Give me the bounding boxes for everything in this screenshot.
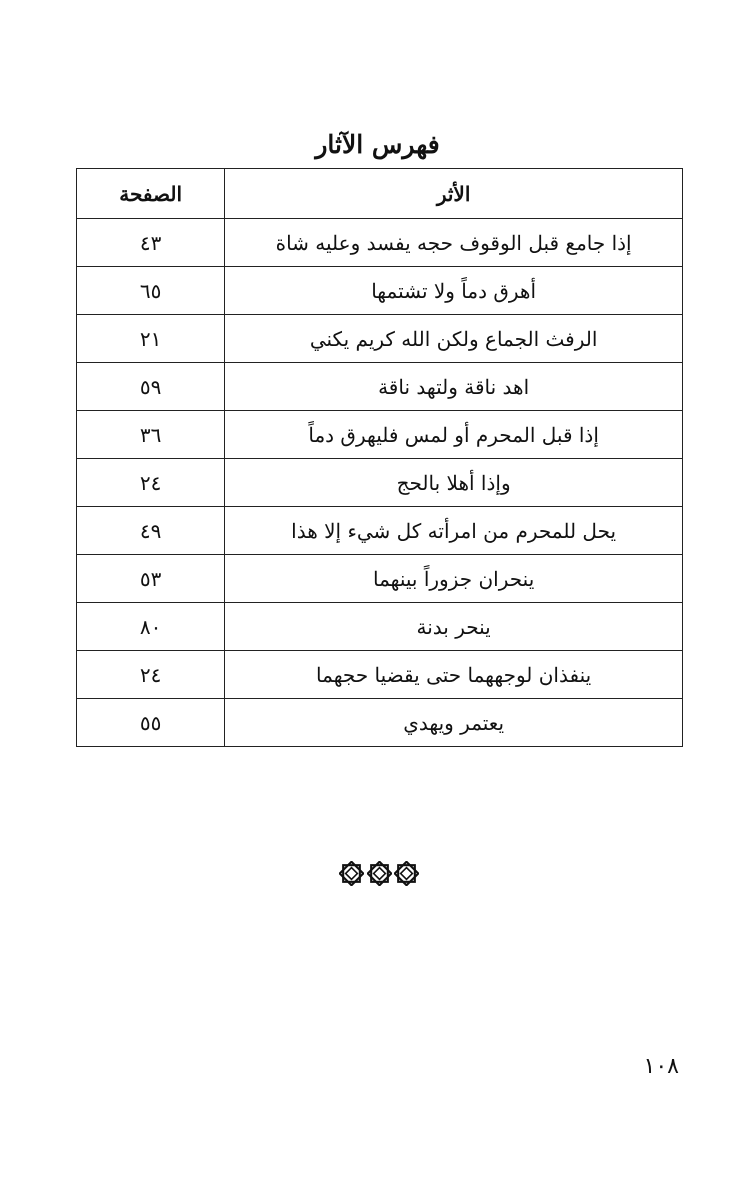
athar-index-table [76,168,683,747]
page-ref: ٥٥ [77,699,225,747]
page-ref: ٣٦ [77,411,225,459]
page-ref: ٥٣ [77,555,225,603]
header-page: الصفحة [77,169,225,219]
page-ref: ٤٣ [77,219,225,267]
table-row [77,411,683,459]
page-title: فهرس الآثار [315,130,440,159]
page-ref: ٨٠ [77,603,225,651]
eight-point-star-icon [367,861,392,886]
table-row [77,507,683,555]
page-ref: ٦٥ [77,267,225,315]
athar-text: اهد ناقة ولتهد ناقة [225,363,683,411]
athar-text: أهرق دماً ولا تشتمها [225,267,683,315]
page-ref: ٤٩ [77,507,225,555]
athar-text: ينحران جزوراً بينهما [225,555,683,603]
athar-text: ينحر بدنة [225,603,683,651]
athar-text: الرفث الجماع ولكن الله كريم يكني [225,315,683,363]
athar-text: إذا قبل المحرم أو لمس فليهرق دماً [225,411,683,459]
table-row [77,267,683,315]
page-ref: ٢٤ [77,459,225,507]
table-row [77,555,683,603]
page-ref: ٥٩ [77,363,225,411]
eight-point-star-icon [339,861,364,886]
page-ref: ٢١ [77,315,225,363]
table-row [77,219,683,267]
eight-point-star-icon [394,861,419,886]
page-number: ١٠٨ [643,1054,679,1079]
table-row [77,603,683,651]
header-athar: الأثر [225,169,683,219]
table-row [77,651,683,699]
table-row [77,699,683,747]
table-row [77,363,683,411]
table-header-row [77,169,683,219]
athar-text: إذا جامع قبل الوقوف حجه يفسد وعليه شاة [225,219,683,267]
table-row [77,459,683,507]
section-divider-ornament [339,858,419,888]
athar-text: يحل للمحرم من امرأته كل شيء إلا هذا [225,507,683,555]
page-ref: ٢٤ [77,651,225,699]
athar-text: ينفذان لوجههما حتى يقضيا حجهما [225,651,683,699]
athar-text: وإذا أهلا بالحج [225,459,683,507]
table-row [77,315,683,363]
athar-text: يعتمر ويهدي [225,699,683,747]
